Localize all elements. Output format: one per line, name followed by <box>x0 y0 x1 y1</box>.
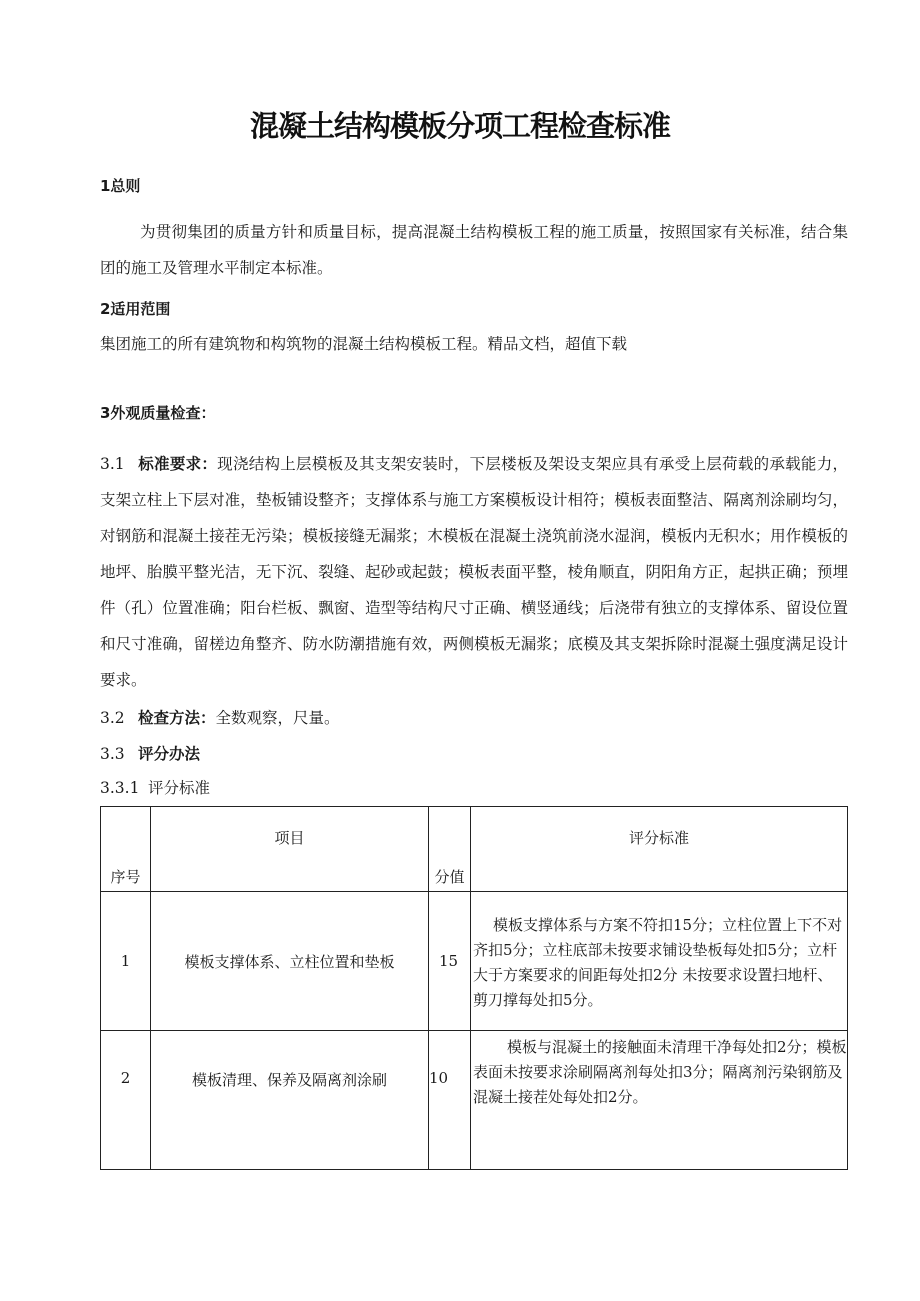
row-no: 2 <box>101 1031 151 1170</box>
row-score: 15 <box>429 892 471 1031</box>
header-no: 序号 <box>101 807 151 892</box>
header-criteria: 评分标准 <box>471 807 848 892</box>
section-3-2-number: 3.2 <box>100 709 125 727</box>
table-row <box>101 1031 848 1170</box>
section-2-body: 集团施工的所有建筑物和构筑物的混凝土结构模板工程。精品文档，超值下载 <box>100 335 628 353</box>
section-3-1-label: 标准要求： <box>138 454 218 473</box>
section-3-3-1-number: 3.3.1 <box>100 779 140 797</box>
row-criteria: 模板与混凝土的接触面未清理干净每处扣2分；模板表面未按要求涂刷隔离剂每处扣3分；隔离剂污染钢筋及混凝土接茬处每处扣2分。 <box>471 1031 848 1170</box>
scoring-table <box>100 806 848 1170</box>
section-3-1 <box>100 446 848 698</box>
row-score: 10 <box>429 1031 471 1170</box>
header-score: 分值 <box>429 807 471 892</box>
section-3-1-body: 现浇结构上层模板及其支架安装时，下层楼板及架设支架应具有承受上层荷载的承载能力，支架立柱上下层对准，垫板铺设整齐；支撑体系与施工方案模板设计相符；模板表面整洁、隔离剂涂刷均匀，对钢筋和混凝土接茬无污染；模板接缝无漏浆；木模板在混凝土浇筑前浇水湿润，模板内无积水；用作模板的地坪、胎膜平整光洁，无下沉、裂缝、起砂或起鼓；模板表面平整，棱角顺直，阴阳角方正，起拱正确；预埋件（孔）位置准确；阳台栏板、飘窗、造型等结构尺寸正确、横竖通线；后浇带有独立的支撑体系、留设位置和尺寸准确，留槎边角整齐、防水防潮措施有效，两侧模板无漏浆；底模及其支架拆除时混凝土强度满足设计要求。 <box>100 455 848 689</box>
page-title: 混凝土结构模板分项工程检查标准 <box>249 109 670 143</box>
section-2-heading: 2适用范围 <box>100 300 171 318</box>
table-row <box>101 892 848 1031</box>
section-3-3-label: 评分办法 <box>138 744 201 763</box>
header-item: 项目 <box>151 807 429 892</box>
section-3-2-label: 检查方法： <box>138 708 216 727</box>
row-no: 1 <box>101 892 151 1031</box>
section-3-2-body: 全数观察，尺量。 <box>215 709 340 727</box>
section-3-2 <box>100 700 848 736</box>
section-3-heading: 3外观质量检查： <box>100 404 216 422</box>
section-3-3 <box>100 736 848 772</box>
section-3-3-1-label: 评分标准 <box>148 779 211 797</box>
row-item: 模板支撑体系、立柱位置和垫板 <box>151 892 429 1031</box>
section-3-1-number: 3.1 <box>100 455 125 473</box>
table-header-row <box>101 807 848 892</box>
row-criteria: 模板支撑体系与方案不符扣15分；立柱位置上下不对齐扣5分；立柱底部未按要求铺设垫板每处扣5分；立杆大于方案要求的间距每处扣2分 未按要求设置扫地杆、剪刀撑每处扣5分。 <box>471 892 848 1031</box>
row-item: 模板清理、保养及隔离剂涂刷 <box>151 1031 429 1170</box>
section-3-3-number: 3.3 <box>100 745 125 763</box>
section-3-3-1 <box>100 770 848 806</box>
section-1-body: 为贯彻集团的质量方针和质量目标，提高混凝土结构模板工程的施工质量，按照国家有关标准，结合集团的施工及管理水平制定本标准。 <box>100 223 848 277</box>
section-1-heading: 1总则 <box>100 177 141 195</box>
